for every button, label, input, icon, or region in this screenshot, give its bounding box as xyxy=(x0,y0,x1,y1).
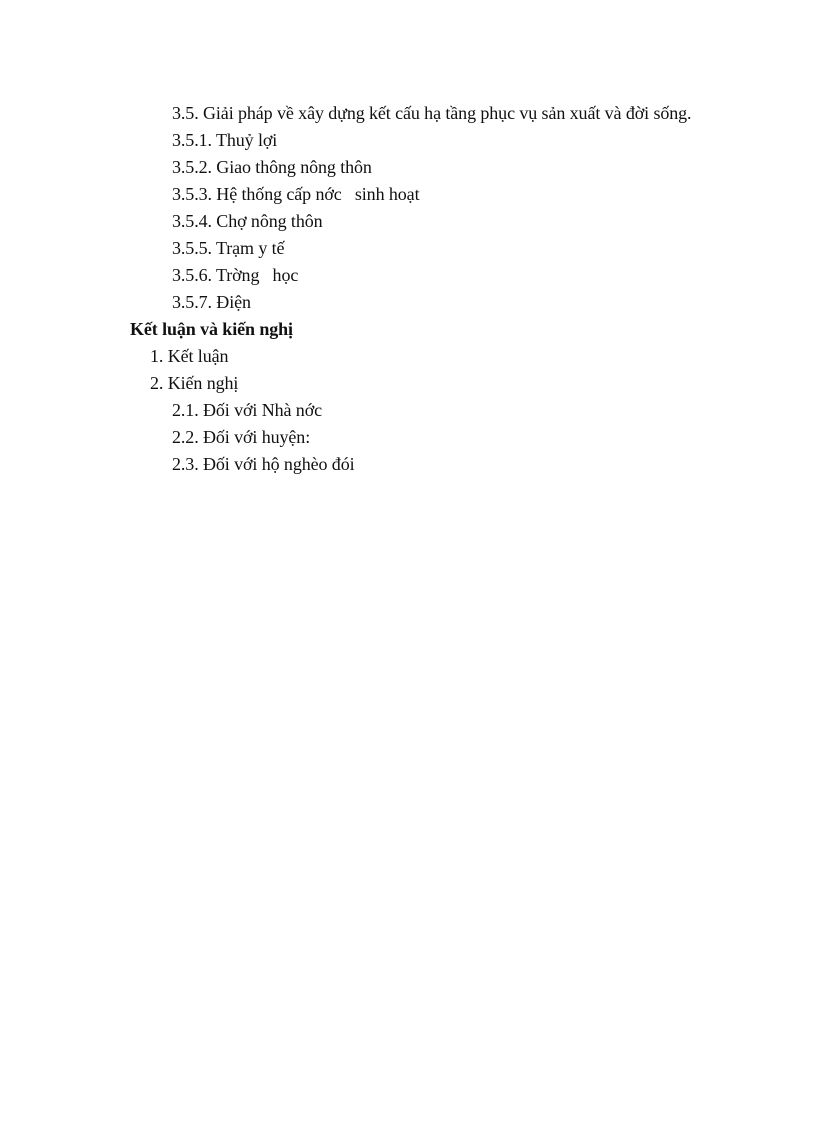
conclusion-heading: Kết luận và kiến nghị xyxy=(130,319,293,339)
toc-entry-3-5-3: 3.5.3. Hệ thống cấp nớc sinh hoạt xyxy=(172,184,420,204)
toc-entry-3-5-5: 3.5.5. Trạm y tế xyxy=(172,238,285,258)
toc-entry-2-3: 2.3. Đối với hộ nghèo đói xyxy=(172,454,355,474)
toc-entry-3-5-6: 3.5.6. Trờng học xyxy=(172,265,299,285)
toc-entry-1: 1. Kết luận xyxy=(150,346,229,366)
toc-entry-3-5-2: 3.5.2. Giao thông nông thôn xyxy=(172,157,372,177)
toc-entry-3-5-4: 3.5.4. Chợ nông thôn xyxy=(172,211,323,231)
toc-entry-3-5: 3.5. Giải pháp về xây dựng kết cấu hạ tầng phục vụ sản xuất và đời sống. xyxy=(172,103,692,123)
toc-entry-2-2: 2.2. Đối với huyện: xyxy=(172,427,311,447)
toc-entry-2-1: 2.1. Đối với Nhà nớc xyxy=(172,400,323,420)
toc-entry-3-5-1: 3.5.1. Thuỷ lợi xyxy=(172,130,278,150)
toc-entry-3-5-7: 3.5.7. Điện xyxy=(172,292,251,312)
toc-entry-2: 2. Kiến nghị xyxy=(150,373,239,393)
